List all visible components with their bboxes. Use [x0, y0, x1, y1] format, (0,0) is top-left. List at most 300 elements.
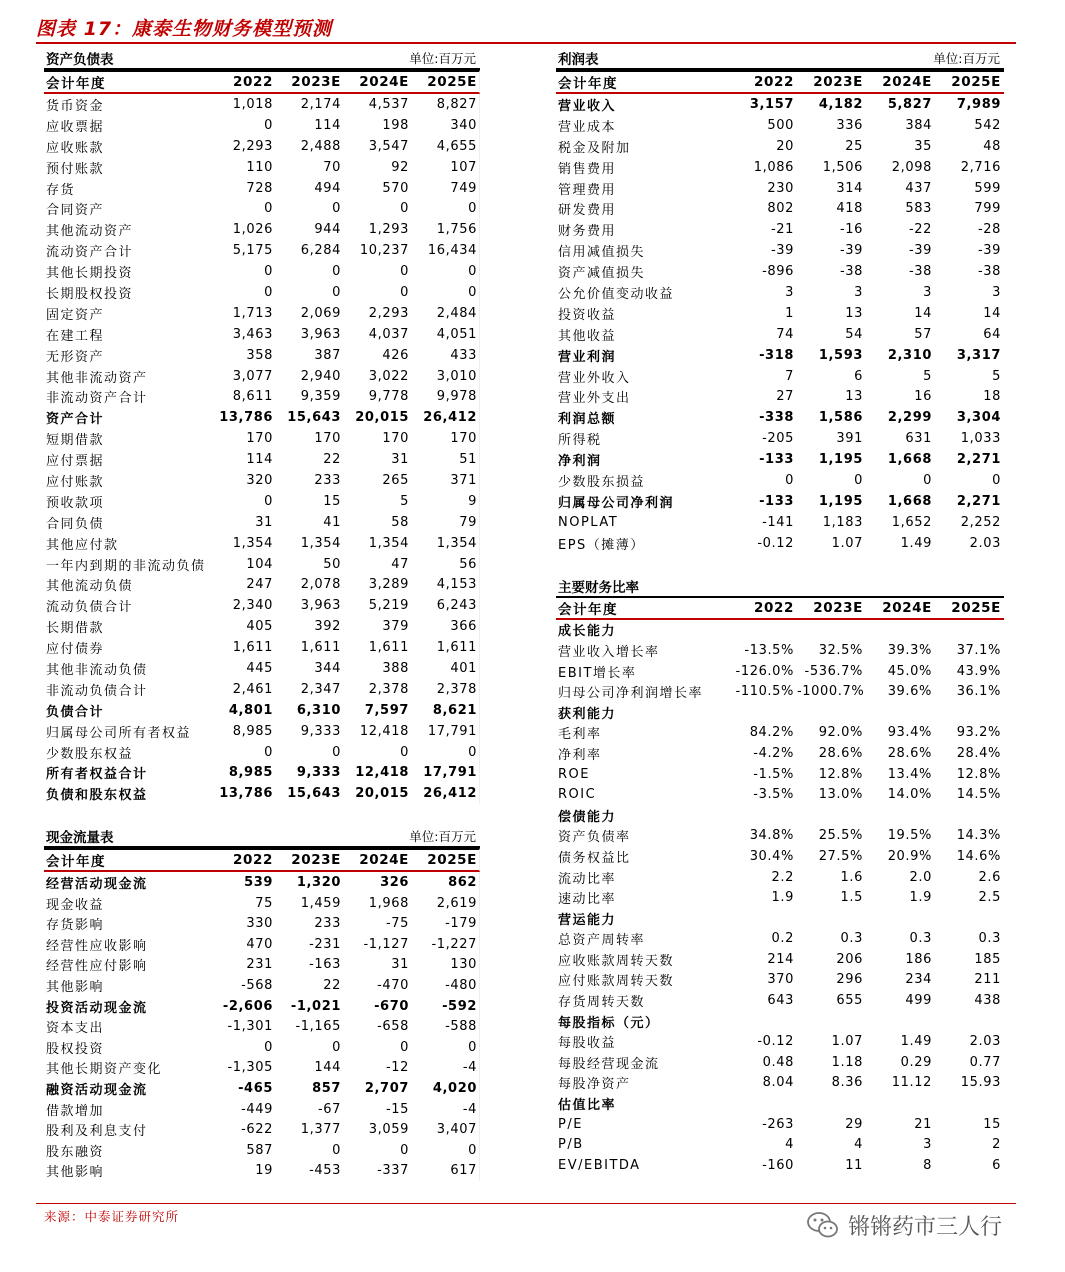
table-row [556, 1011, 1004, 1032]
row-label: 一年内到期的非流动负债 [46, 558, 206, 574]
header-label: 会计年度 [558, 76, 618, 92]
row-value: -453 [309, 1163, 341, 1179]
row-label: 其他非流动负债 [46, 662, 148, 678]
row-value: 0 [332, 744, 341, 760]
row-value: 799 [974, 201, 1001, 217]
row-value: 0 [400, 284, 409, 300]
row-value: 9,778 [368, 389, 409, 405]
row-value: 6,310 [296, 702, 341, 718]
row-value: 1,652 [891, 514, 932, 530]
table-row [44, 975, 480, 996]
table-row [44, 1058, 480, 1079]
table-row [44, 345, 480, 366]
row-value: -205 [762, 431, 794, 447]
table-row [556, 723, 1004, 744]
row-value: 749 [450, 180, 477, 196]
row-value: 5,175 [232, 243, 273, 259]
row-value: 3 [923, 284, 932, 300]
row-value: 9,333 [300, 723, 341, 739]
row-value: 19 [255, 1163, 273, 1179]
row-value: 296 [836, 972, 863, 988]
row-value: 4,537 [368, 96, 409, 112]
row-value: 247 [246, 577, 273, 593]
row-value: 1,195 [818, 493, 863, 509]
header-year: 2023E [291, 74, 341, 90]
row-value: 17,791 [427, 723, 477, 739]
row-value: 2,174 [300, 96, 341, 112]
row-value: 9 [468, 493, 477, 509]
row-value: 3,547 [368, 138, 409, 154]
row-value: 64 [983, 326, 1001, 342]
cash-flow-section [44, 824, 480, 1181]
row-value: 2,069 [300, 305, 341, 321]
table-row [556, 240, 1004, 261]
row-value: 26,412 [423, 786, 477, 802]
footer-divider [36, 1203, 1016, 1204]
row-value: 1,611 [232, 640, 273, 656]
row-value: 11.12 [891, 1075, 932, 1091]
row-value: 643 [767, 993, 794, 1009]
table-row [556, 681, 1004, 702]
row-value: 3,304 [956, 410, 1001, 426]
row-value: 314 [836, 180, 863, 196]
row-value: 92 [391, 159, 409, 175]
row-value: 20,015 [355, 410, 409, 426]
row-value: 231 [246, 957, 273, 973]
row-value: 186 [905, 951, 932, 967]
row-value: 0 [468, 744, 477, 760]
row-value: 3 [992, 284, 1001, 300]
row-value: 3,317 [956, 347, 1001, 363]
income_statement-title-bar [556, 46, 1004, 70]
row-value: 336 [836, 117, 863, 133]
row-value: 2,293 [232, 138, 273, 154]
row-value: 3,010 [436, 368, 477, 384]
row-value: 1.49 [900, 535, 932, 551]
row-value: 1,033 [960, 431, 1001, 447]
row-value: 32.5% [818, 642, 863, 658]
row-value: 0 [992, 472, 1001, 488]
row-label: 归属母公司净利润 [558, 495, 675, 511]
row-label: 少数股东损益 [558, 474, 646, 490]
header-year: 2023E [813, 599, 863, 616]
row-value: 433 [450, 347, 477, 363]
row-value: 0.3 [840, 931, 863, 947]
row-label: 股利及利息支付 [46, 1124, 148, 1140]
row-value: 20.9% [887, 848, 932, 864]
row-value: 1.9 [909, 890, 932, 906]
table-row [556, 1093, 1004, 1114]
row-label: 应付票据 [46, 454, 105, 470]
row-value: 3,059 [368, 1122, 409, 1138]
row-label: ROIC [558, 787, 597, 803]
row-value: -39 [908, 243, 932, 259]
table-row [44, 282, 480, 303]
row-value: 1,183 [822, 514, 863, 530]
row-label: 其他非流动资产 [46, 370, 148, 386]
row-value: -133 [759, 452, 794, 468]
row-label: NOPLAT [558, 514, 619, 530]
row-value: 2,488 [300, 138, 341, 154]
row-value: 0.77 [969, 1054, 1001, 1070]
row-value: 0 [332, 1142, 341, 1158]
row-value: -592 [442, 998, 477, 1014]
wechat-icon [806, 1210, 840, 1240]
row-value: 4 [854, 1137, 863, 1153]
watermark [806, 1208, 1002, 1242]
row-value: 144 [314, 1060, 341, 1076]
table-row [556, 990, 1004, 1011]
row-label: 应付账款 [46, 474, 105, 490]
row-value: 79 [459, 514, 477, 530]
row-value: 93.2% [956, 725, 1001, 741]
table-row [556, 640, 1004, 661]
table-row [44, 955, 480, 976]
cash_flow-title-bar [44, 824, 480, 848]
row-value: 470 [246, 936, 273, 952]
row-value: 28.6% [818, 745, 863, 761]
row-value: 35 [914, 138, 932, 154]
income-statement-section [556, 46, 1004, 554]
row-label: 少数股东权益 [46, 746, 134, 762]
table-row [44, 783, 480, 804]
table-row [556, 1052, 1004, 1073]
row-value: 2,619 [436, 895, 477, 911]
source-note: 来源：中泰证券研究所 [44, 1209, 180, 1224]
row-value: 10,237 [359, 243, 409, 259]
table-row [44, 157, 480, 178]
row-value: 230 [767, 180, 794, 196]
left-column [44, 46, 480, 1181]
row-value: 233 [314, 472, 341, 488]
row-value: 2.03 [969, 535, 1001, 551]
row-value: 542 [974, 117, 1001, 133]
row-label: 其他长期资产变化 [46, 1062, 163, 1078]
row-value: 5 [923, 368, 932, 384]
row-value: 802 [767, 201, 794, 217]
row-value: -670 [374, 998, 409, 1014]
row-value: -4 [462, 1101, 477, 1117]
row-value: 13.0% [818, 787, 863, 803]
ratios-title: 主要财务比率 [558, 579, 639, 596]
row-value: 0 [468, 284, 477, 300]
row-label: 资产合计 [46, 412, 105, 428]
table-row [556, 826, 1004, 847]
row-value: 1,354 [368, 535, 409, 551]
row-value: 27.5% [818, 848, 863, 864]
row-value: 3,463 [232, 326, 273, 342]
row-value: 5 [992, 368, 1001, 384]
row-value: 2,716 [960, 159, 1001, 175]
row-label: 经营性应收影响 [46, 938, 148, 954]
watermark-text: 锵锵药市三人行 [848, 1214, 1003, 1240]
row-value: 14 [983, 305, 1001, 321]
table-row [44, 700, 480, 721]
row-label: 合同资产 [46, 203, 105, 219]
row-value: 0 [264, 493, 273, 509]
row-value: 392 [314, 619, 341, 635]
row-value: -163 [309, 957, 341, 973]
row-value: 2,293 [368, 305, 409, 321]
table-row [556, 282, 1004, 303]
row-value: 2,484 [436, 305, 477, 321]
header-year: 2025E [951, 599, 1001, 616]
row-value: 1,668 [887, 452, 932, 468]
row-label: ROE [558, 766, 590, 782]
row-value: 50 [323, 556, 341, 572]
income_statement-header-row [556, 70, 1004, 94]
row-value: 92.0% [818, 725, 863, 741]
row-value: 8,621 [432, 702, 477, 718]
row-value: 1 [785, 305, 794, 321]
row-value: 0 [332, 1039, 341, 1055]
row-value: 0 [468, 1039, 477, 1055]
table-row [556, 366, 1004, 387]
row-value: 25 [845, 138, 863, 154]
row-value: 0 [264, 264, 273, 280]
row-value: -28 [977, 222, 1001, 238]
row-value: -480 [445, 978, 477, 994]
row-label: 成长能力 [558, 624, 617, 640]
row-value: 70 [323, 159, 341, 175]
row-value: -0.12 [757, 535, 794, 551]
row-label: 投资活动现金流 [46, 1000, 148, 1016]
row-value: 4 [785, 1137, 794, 1153]
row-value: 39.3% [887, 642, 932, 658]
row-label: 借款增加 [46, 1103, 105, 1119]
row-value: 19.5% [887, 828, 932, 844]
row-value: 1,459 [300, 895, 341, 911]
table-row [556, 324, 1004, 345]
row-value: 9,978 [436, 389, 477, 405]
row-value: -1,227 [431, 936, 477, 952]
row-value: 0 [332, 264, 341, 280]
header-year: 2022 [754, 74, 794, 90]
row-value: 6 [854, 368, 863, 384]
table-row [556, 533, 1004, 554]
table-row [44, 1078, 480, 1099]
table-row [44, 554, 480, 575]
row-label: 投资收益 [558, 307, 617, 323]
table-row [556, 620, 1004, 641]
row-label: 所得税 [558, 433, 602, 449]
row-value: 12,418 [359, 723, 409, 739]
row-value: 2,340 [232, 598, 273, 614]
row-value: 74 [776, 326, 794, 342]
row-value: -588 [445, 1019, 477, 1035]
row-value: 379 [382, 619, 409, 635]
row-value: 3,077 [232, 368, 273, 384]
row-value: 9,333 [296, 765, 341, 781]
table-row [556, 512, 1004, 533]
row-value: 0 [264, 1039, 273, 1055]
table-row [44, 449, 480, 470]
row-label: 非流动负债合计 [46, 683, 148, 699]
row-label: 总资产周转率 [558, 933, 646, 949]
balance_sheet-header-row [44, 70, 480, 94]
row-value: 1.07 [831, 1034, 863, 1050]
ratios-section [556, 574, 1004, 1176]
row-value: 3,963 [300, 598, 341, 614]
row-value: 1,195 [818, 452, 863, 468]
header-year: 2024E [359, 74, 409, 90]
table-row [44, 366, 480, 387]
row-value: -337 [377, 1163, 409, 1179]
row-label: 营业利润 [558, 349, 617, 365]
row-label: 估值比率 [558, 1098, 617, 1114]
row-value: 36.1% [956, 684, 1001, 700]
table-row [44, 386, 480, 407]
row-value: 5 [400, 493, 409, 509]
row-value: -263 [762, 1116, 794, 1132]
row-value: 4,153 [436, 577, 477, 593]
table-row [556, 1031, 1004, 1052]
row-value: 11 [845, 1157, 863, 1173]
table-row [44, 934, 480, 955]
table-row [44, 324, 480, 345]
row-value: -39 [839, 243, 863, 259]
row-value: 8 [923, 1157, 932, 1173]
row-value: 405 [246, 619, 273, 635]
row-value: 26,412 [423, 410, 477, 426]
row-value: -13.5% [744, 642, 794, 658]
row-value: 31 [255, 514, 273, 530]
row-value: 437 [905, 180, 932, 196]
row-label: 研发费用 [558, 203, 617, 219]
row-value: 2.0 [909, 869, 932, 885]
cash_flow-unit: 单位:百万元 [409, 829, 476, 845]
row-label: 所有者权益合计 [46, 767, 148, 783]
row-value: 58 [391, 514, 409, 530]
row-value: -1,301 [227, 1019, 273, 1035]
row-label: 营业收入增长率 [558, 644, 660, 660]
row-label: 经营活动现金流 [46, 877, 148, 893]
table-row [44, 1161, 480, 1182]
row-label: 资产负债率 [558, 830, 631, 846]
row-value: 198 [382, 117, 409, 133]
row-value: 0 [264, 201, 273, 217]
row-value: 3 [854, 284, 863, 300]
row-value: 0.3 [909, 931, 932, 947]
row-value: 1,354 [232, 535, 273, 551]
cash_flow-title: 现金流量表 [46, 830, 114, 847]
row-value: 1,026 [232, 222, 273, 238]
row-value: -75 [385, 916, 409, 932]
row-label: EV/EBITDA [558, 1157, 641, 1173]
row-value: 0 [785, 472, 794, 488]
row-label: 税金及附加 [558, 140, 631, 156]
row-value: 3,157 [749, 96, 794, 112]
balance_sheet-unit: 单位:百万元 [409, 51, 476, 66]
row-label: 应收账款 [46, 140, 105, 156]
row-value: 1,506 [822, 159, 863, 175]
row-label: 其他流动资产 [46, 224, 134, 240]
row-value: -67 [317, 1101, 341, 1117]
row-label: 净利润 [558, 454, 602, 470]
table-row [44, 616, 480, 637]
row-value: 494 [314, 180, 341, 196]
header-year: 2024E [882, 74, 932, 90]
row-value: 0 [468, 201, 477, 217]
row-value: 13 [845, 389, 863, 405]
row-value: 1,018 [232, 96, 273, 112]
row-value: 12,418 [355, 765, 409, 781]
row-value: 15,643 [287, 786, 341, 802]
row-value: 2,378 [368, 681, 409, 697]
row-label: 归属母公司所有者权益 [46, 725, 192, 741]
row-label: 毛利率 [558, 727, 602, 743]
row-value: 47 [391, 556, 409, 572]
row-value: 1,586 [818, 410, 863, 426]
table-row [556, 661, 1004, 682]
row-label: 短期借款 [46, 433, 105, 449]
row-value: 21 [914, 1116, 932, 1132]
row-value: 170 [314, 431, 341, 447]
row-value: 570 [382, 180, 409, 196]
row-value: 214 [767, 951, 794, 967]
row-value: 15 [983, 1116, 1001, 1132]
row-value: 107 [450, 159, 477, 175]
row-value: 13 [845, 305, 863, 321]
row-value: 45.0% [887, 663, 932, 679]
table-row [44, 721, 480, 742]
row-value: -12 [385, 1060, 409, 1076]
table-row [556, 157, 1004, 178]
row-label: 每股净资产 [558, 1077, 631, 1093]
table-row [556, 1073, 1004, 1094]
table-row [556, 970, 1004, 991]
table-row [556, 428, 1004, 449]
table-row [556, 491, 1004, 512]
row-value: 6 [992, 1157, 1001, 1173]
row-value: 438 [974, 993, 1001, 1009]
row-label: 应付账款周转天数 [558, 974, 675, 990]
table-row [44, 658, 480, 679]
row-value: -38 [908, 264, 932, 280]
row-value: 15.93 [960, 1075, 1001, 1091]
row-value: 8,985 [232, 723, 273, 739]
row-value: 2,299 [887, 410, 932, 426]
row-value: 2,378 [436, 681, 477, 697]
row-value: 22 [323, 452, 341, 468]
row-value: -449 [241, 1101, 273, 1117]
header-year: 2025E [427, 74, 477, 90]
row-value: 2.5 [978, 890, 1001, 906]
table-row [44, 198, 480, 219]
row-value: -1000.7% [797, 684, 865, 700]
table-row [556, 345, 1004, 366]
row-value: 233 [314, 916, 341, 932]
row-label: 固定资产 [46, 307, 105, 323]
row-value: 1.5 [840, 890, 863, 906]
section-gap [44, 804, 480, 824]
row-value: 1,713 [232, 305, 273, 321]
row-value: 401 [450, 660, 477, 676]
row-label: 应收票据 [46, 119, 105, 135]
table-row [44, 178, 480, 199]
table-row [556, 115, 1004, 136]
row-value: 2,347 [300, 681, 341, 697]
row-value: 0.2 [771, 931, 794, 947]
row-value: 15 [323, 493, 341, 509]
row-value: 48 [983, 138, 1001, 154]
row-value: 104 [246, 556, 273, 572]
row-value: 93.4% [887, 725, 932, 741]
row-label: 利润总额 [558, 412, 617, 428]
row-value: 1.07 [831, 535, 863, 551]
table-row [556, 887, 1004, 908]
row-value: -896 [762, 264, 794, 280]
